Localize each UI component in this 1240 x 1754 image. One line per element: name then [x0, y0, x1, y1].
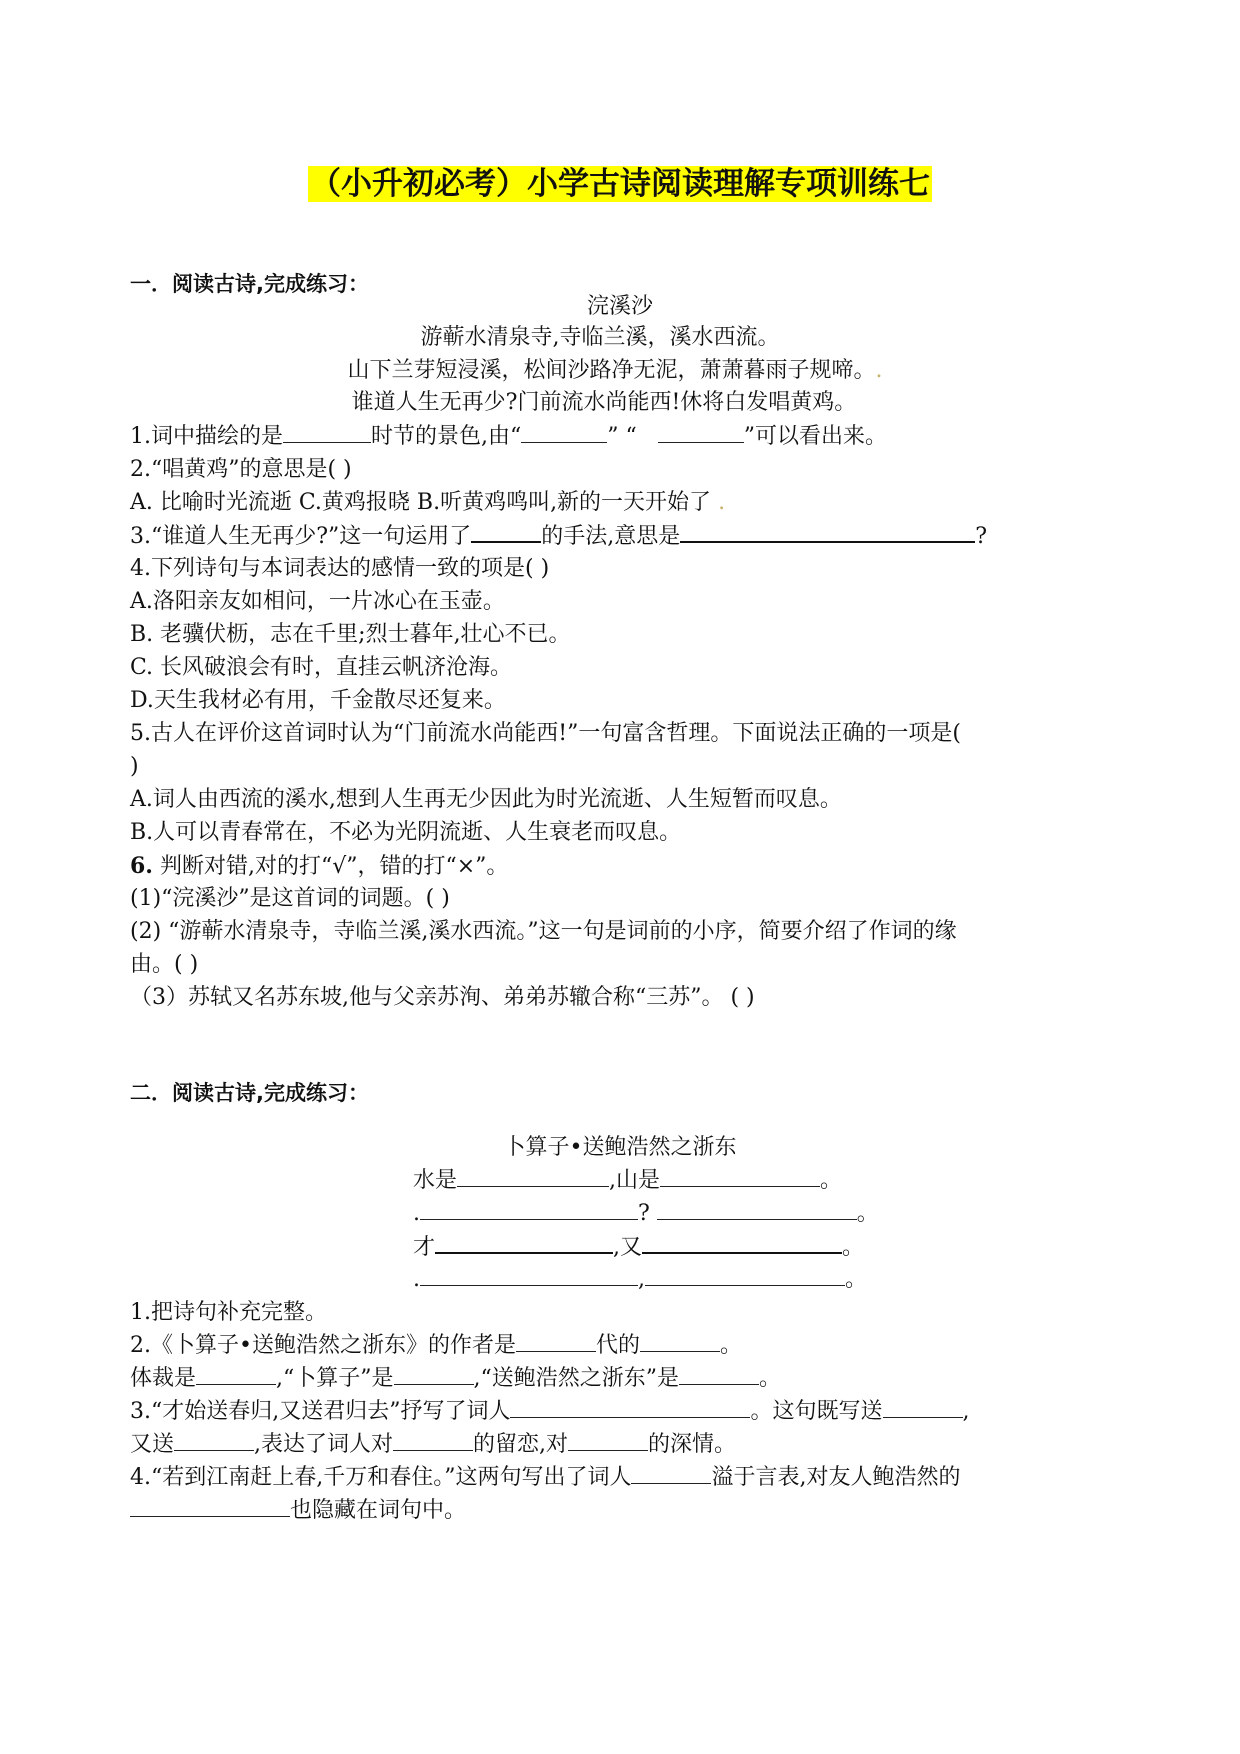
question-2-2: 2.《卜算子•送鲍浩然之浙东》的作者是 代的 。: [130, 1333, 742, 1358]
question-1-5-cont: ): [130, 754, 139, 779]
answer-blank[interactable]: [568, 1430, 648, 1451]
question-2-4-line2: 也隐藏在词句中。: [130, 1496, 466, 1526]
answer-blank[interactable]: [420, 1265, 638, 1286]
question-1-6: 6. 判断对错,对的打“√”，错的打“×”。: [130, 853, 509, 879]
question-2-2-line2: 体裁是 ,“卜算子”是 ,“送鲍浩然之浙东”是 。: [130, 1366, 782, 1391]
answer-blank[interactable]: [660, 1166, 820, 1187]
option-b: B. 老骥伏枥，志在千里;烈士暮年,壮心不已。: [130, 622, 571, 647]
answer-blank[interactable]: [196, 1364, 276, 1385]
question-1-6-1: (1)“浣溪沙”是这首词的词题。( ): [130, 886, 450, 911]
answer-blank[interactable]: [645, 1265, 845, 1286]
answer-blank[interactable]: [883, 1397, 963, 1418]
answer-blank[interactable]: [394, 1364, 474, 1385]
answer-blank[interactable]: [642, 1232, 842, 1254]
poem-1-line: 谁道人生无再少?门前流水尚能西!休将白发唱黄鸡。: [351, 390, 857, 415]
question-1-3: 3.“谁道人生无再少?”这一句运用了 的手法,意思是 ?: [130, 521, 987, 552]
answer-blank[interactable]: [435, 1232, 613, 1254]
poem-2-line: 水是 ,山是 。: [413, 1168, 843, 1193]
answer-blank[interactable]: [640, 1331, 720, 1352]
question-1-2-options: A. 比喻时光流逝 C.黄鸡报晓 B.听黄鸡鸣叫,新的一天开始了 .: [130, 490, 726, 515]
poem-1-line: 游蕲水清泉寺,寺临兰溪，溪水西流。: [420, 325, 780, 350]
answer-blank[interactable]: [516, 1331, 596, 1352]
poem-2-title: 卜算子•送鲍浩然之浙东: [503, 1135, 737, 1160]
question-2-4: 4.“若到江南赶上春,千万和春住。”这两句写出了词人 溢于言表,对友人鲍浩然的: [130, 1465, 961, 1490]
answer-blank[interactable]: [680, 521, 975, 543]
answer-blank[interactable]: [679, 1364, 759, 1385]
question-2-1: 1.把诗句补充完整。: [130, 1300, 327, 1325]
question-2-3-line2: 又送 ,表达了词人对 的留恋,对 的深情。: [130, 1432, 737, 1457]
question-1-2: 2.“唱黄鸡”的意思是( ): [130, 457, 352, 482]
answer-blank[interactable]: [420, 1199, 638, 1220]
poem-2-line: . , 。: [413, 1267, 868, 1292]
answer-blank[interactable]: [457, 1166, 609, 1187]
option-d: D.天生我材必有用，千金散尽还复来。: [130, 688, 506, 713]
question-1-5: 5.古人在评价这首词时认为“门前流水尚能西!”一句富含哲理。下面说法正确的一项是(: [130, 721, 961, 746]
option-b: B.人可以青春常在，不必为光阴流逝、人生衰老而叹息。: [130, 820, 682, 845]
answer-blank[interactable]: [658, 422, 744, 443]
question-1-4: 4.下列诗句与本词表达的感情一致的项是( ): [130, 556, 550, 581]
poem-2-line: . ? 。: [413, 1201, 879, 1226]
poem-1-line: 山下兰芽短浸溪，松间沙路净无泥，萧萧暮雨子规啼。.: [347, 358, 883, 383]
poem-1-title: 浣溪沙: [586, 294, 653, 319]
option-c: C. 长风破浪会有时，直挂云帆济沧海。: [130, 655, 513, 680]
answer-blank[interactable]: [283, 422, 371, 443]
answer-blank[interactable]: [471, 521, 541, 543]
option-a: A.洛阳亲友如相问，一片冰心在玉壶。: [130, 589, 505, 614]
section-2-heading: 二．阅读古诗,完成练习：: [130, 1081, 369, 1105]
question-1-1: 1.词中描绘的是 时节的景色,由“ ” “ ”可以看出来。: [130, 424, 887, 449]
poem-2-line: 才 ,又 。: [413, 1232, 864, 1263]
answer-blank[interactable]: [130, 1496, 290, 1517]
answer-blank[interactable]: [521, 422, 607, 443]
answer-blank[interactable]: [657, 1199, 857, 1220]
answer-blank[interactable]: [174, 1430, 254, 1451]
question-1-6-2: (2) “游蕲水清泉寺，寺临兰溪,溪水西流。”这一句是词前的小序，简要介绍了作词的缘: [130, 919, 957, 944]
question-1-6-2-cont: 由。( ): [130, 952, 199, 977]
question-2-3: 3.“才始送春归,又送君归去”抒写了词人 。这句既写送 ,: [130, 1399, 970, 1424]
option-a: A.词人由西流的溪水,想到人生再无少因此为时光流逝、人生短暂而叹息。: [130, 787, 842, 812]
question-1-6-3: （3）苏轼又名苏东坡,他与父亲苏洵、弟弟苏辙合称“三苏”。 ( ): [130, 985, 755, 1010]
page-title: （小升初必考）小学古诗阅读理解专项训练七: [310, 166, 930, 202]
section-1-heading: 一．阅读古诗,完成练习：: [130, 272, 369, 296]
answer-blank[interactable]: [631, 1463, 711, 1484]
answer-blank[interactable]: [510, 1397, 750, 1418]
answer-blank[interactable]: [393, 1430, 473, 1451]
